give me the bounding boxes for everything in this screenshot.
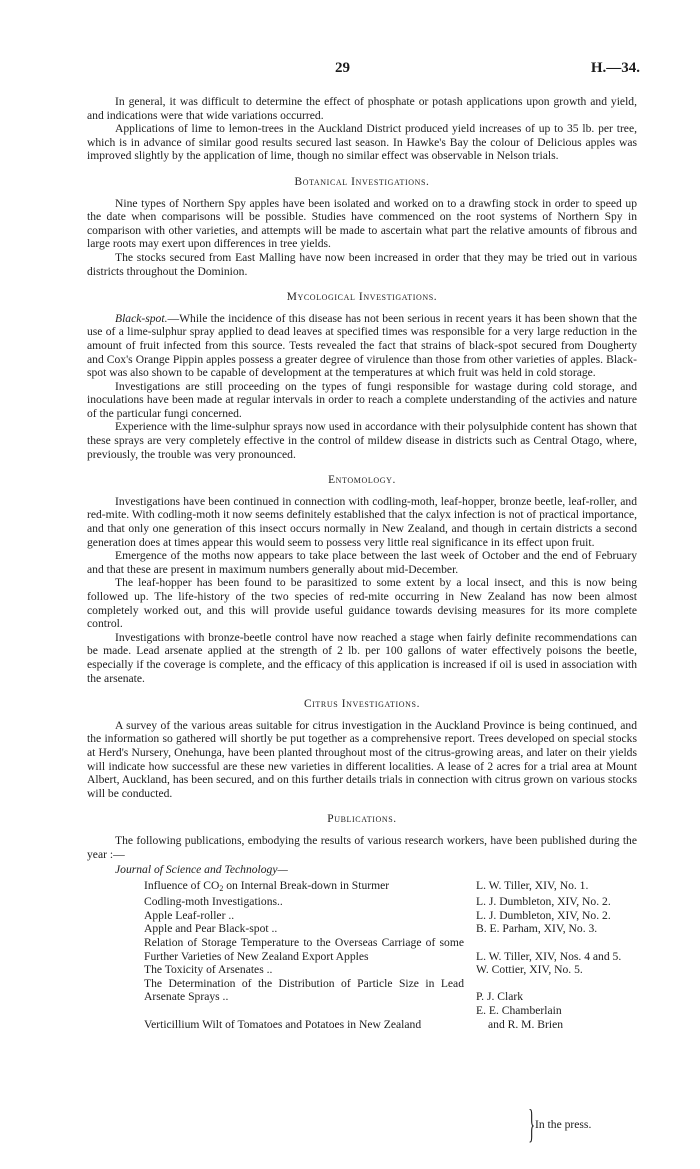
publication-title: Apple Leaf-roller .. — [144, 908, 235, 922]
paragraph: Investigations are still proceeding on the types of fungi responsible for wastage during cold storage, and inoculations have been made at regular intervals in order to reach a complete understanding of the activies and nature of the particular fungi concerned. — [87, 379, 637, 420]
publication-title: The Toxicity of Arsenates .. — [144, 963, 273, 977]
publication-author: L. W. Tiller, XIV, Nos. 4 and 5. — [476, 949, 622, 963]
paragraph: Nine types of Northern Spy apples have been isolated and worked on to a drawfing stock in order to speed up the date when comparisons will be possible. Studies have commenced on the root systems of Northern Spy in comparison with other varieties, and attempts will be made to ascertain what part the relative amounts of fibrous and large roots may exert upon differences in tree yields. — [87, 196, 637, 251]
document-body — [87, 95, 637, 1031]
paragraph: The following publications, embodying the results of various research workers, have been published during the year :— — [87, 833, 637, 861]
section-heading-botanical: Botanical Investigations. — [294, 175, 430, 188]
list-item — [144, 977, 637, 1004]
paragraph: A survey of the various areas suitable for citrus investigation in the Auckland Province is being continued, and the information so gathered will shortly be put together as a comprehensive report. Trees developed on special stocks at Herd's Nursery, Onehunga, have been planted throughout most of the citrus-growing areas, and later on their yields will indicate how successful are these new varieties in different localities. A lease of 2 acres for a trial area at Mount Albert, Auckland, has been secured, and on this further details trials in connection with citrus grown on various stocks will be conducted. — [87, 718, 637, 800]
section-heading-publications: Publications. — [327, 813, 397, 826]
paragraph: Emergence of the moths now appears to take place between the last week of October and the end of February and that these are present in maximum numbers generally about mid-December. — [87, 549, 637, 576]
publication-author: P. J. Clark — [476, 990, 524, 1004]
list-item — [144, 909, 637, 923]
list-item — [144, 1004, 637, 1031]
paragraph: Experience with the lime-sulphur sprays now used in accordance with their polysulphide content has shown that these sprays are very completely effective in the control of mildew disease in districts such as Central Otago, where, previously, the trouble was very pronounced. — [87, 420, 637, 461]
paragraph: Applications of lime to lemon-trees in the Auckland District produced yield increases of up to 35 lb. per tree, which is in advance of similar good results secured last season. In Hawke's Bay the colour of Delicious apples was improved slightly by the application of lime, though no similar effect was observable in Nelson trials. — [87, 122, 637, 163]
publication-author: B. E. Parham, XIV, No. 3. — [476, 922, 598, 936]
list-item — [144, 922, 637, 936]
publication-author: L. J. Dumbleton, XIV, No. 2. — [476, 895, 611, 909]
paragraph-black-spot — [87, 312, 637, 380]
publication-title: Codling-moth Investigations.. — [144, 895, 283, 909]
publication-author: L. W. Tiller, XIV, No. 1. — [476, 878, 589, 892]
section-heading-entomology: Entomology. — [328, 474, 396, 487]
publication-title: Apple and Pear Black-spot .. — [144, 922, 278, 936]
section-heading-citrus: Citrus Investigations. — [303, 698, 421, 711]
page-number: 29 — [335, 60, 350, 76]
publication-author: W. Cottier, XIV, No. 5. — [476, 963, 583, 977]
publication-title: Influence of $CO_2$ on Internal Break-down in Sturmer — [144, 878, 390, 893]
publication-author: L. J. Dumbleton, XIV, No. 2. — [476, 908, 611, 922]
list-item — [144, 879, 637, 896]
paragraph: The leaf-hopper has been found to be parasitized to some extent by a local insect, and this is now being followed up. The life-history of the two species of red-mite occurring in New Zealand has now been almost completely worked out, and this will provide useful guidance towards devising measures for its more complete control. — [87, 576, 637, 631]
black-spot-label: Black-spot. — [115, 311, 168, 325]
black-spot-text: —While the incidence of this disease has not been serious in recent years it has been shown that the use of a lime-sulphur spray applied to dead leaves at specified times was responsible for a very large reduction in the amount of fruit infected from this source. Tests revealed the fact that strains of black-spot secured from Dougherty and Cox's Orange Pippin apples possess a greater degree of virulence than those from other varieties of apples. Black-spot was also shown to be capable of development at the temperatures at which fruit was held in cold storage. — [87, 311, 637, 380]
paragraph: Investigations with bronze-beetle control have now reached a stage when fairly definite recommendations can be made. Lead arsenate applied at the strength of 2 lb. per 100 gallons of water effectively poisons the beetle, especially if the coverage is complete, and the efficacy of this application is increased if oil is used in association with the arsenate. — [87, 630, 637, 685]
brace-icon: } — [528, 1101, 535, 1146]
publication-author: E. E. Chamberlain and R. M. Brien — [476, 1004, 564, 1031]
list-item — [144, 963, 637, 977]
list-item — [144, 895, 637, 909]
document-id: H.—34. — [590, 60, 640, 76]
page-header — [0, 62, 700, 80]
publication-title: Verticillium Wilt of Tomatoes and Potatoes in New Zealand — [144, 1017, 422, 1031]
section-heading-mycological: Mycological Investigations. — [286, 291, 438, 304]
journal-title: Journal of Science and Technology— — [115, 863, 288, 877]
publication-list — [144, 879, 637, 1032]
paragraph: Investigations have been continued in connection with codling-moth, leaf-hopper, bronze beetle, leaf-roller, and red-mite. With codling-moth it now seems definitely established that the calyx infection is not of practical importance, and that only one generation of this insect occurs normally in New Zealand, and though in certain districts a second generation does at times appear this would seem to possess very little real significance in its effect upon fruit. — [87, 494, 637, 549]
paragraph: In general, it was difficult to determine the effect of phosphate or potash applications upon growth and yield, and indications were that wide variations occurred. — [87, 95, 637, 122]
paragraph: The stocks secured from East Malling have now been increased in order that they may be tried out in various districts throughout the Dominion. — [87, 250, 637, 278]
publication-title: The Determination of the Distribution of Particle Size in Lead Arsenate Sprays .. — [144, 976, 464, 1004]
list-item — [144, 936, 637, 963]
press-note: In the press. — [535, 1118, 592, 1131]
publication-title: Relation of Storage Temperature to the Overseas Carriage of some Further Varieties of New Zealand Export Apples — [144, 936, 464, 963]
